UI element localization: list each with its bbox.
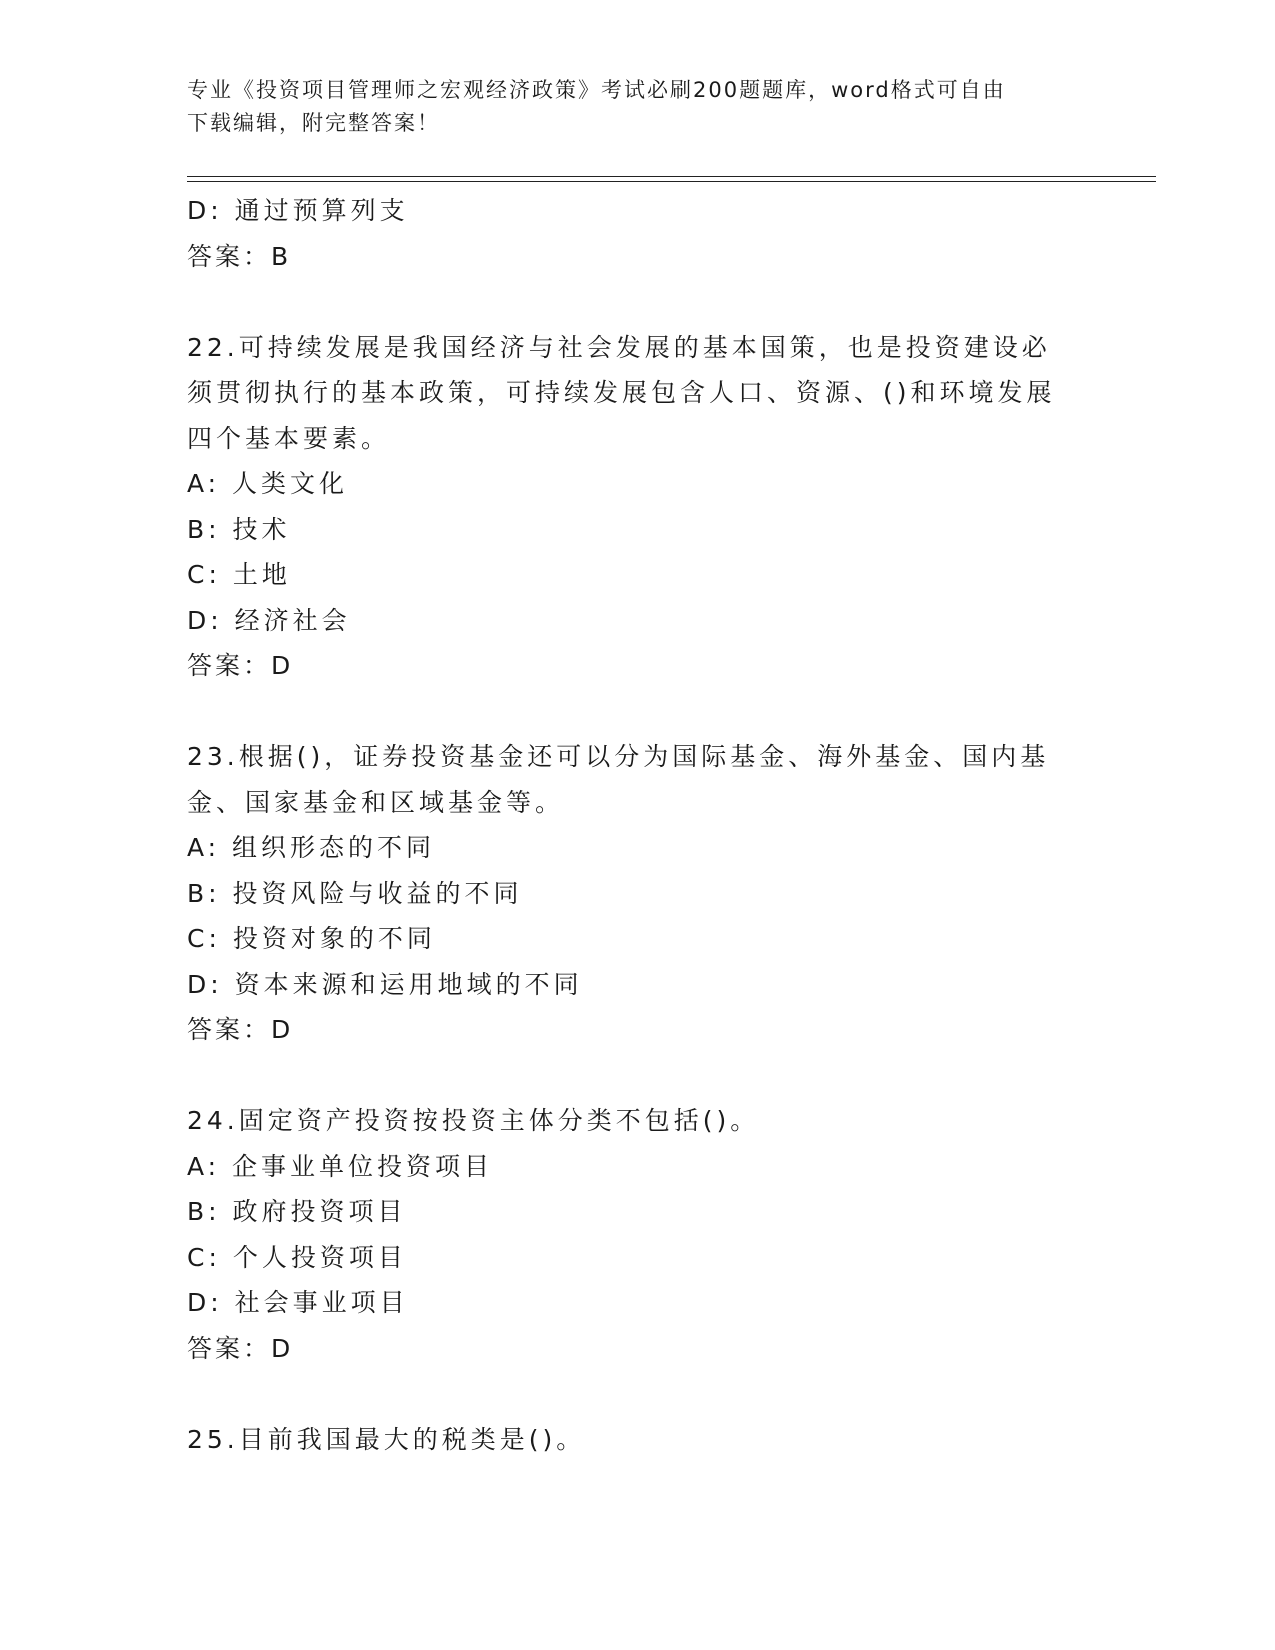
question-23-text: 23.根据()，证券投资基金还可以分为国际基金、海外基金、国内基金、国家基金和区域基金等。 xyxy=(187,742,1050,817)
prev-option-d: D: 通过预算列支 xyxy=(187,196,409,225)
header-line-1: 专业《投资项目管理师之宏观经济政策》考试必刷200题题库，word格式可自由 xyxy=(187,78,1006,102)
question-25-text: 25.目前我国最大的税类是()。 xyxy=(187,1424,586,1454)
question-24-option-b: B: 政府投资项目 xyxy=(187,1197,407,1226)
document-body xyxy=(187,188,1087,1462)
question-23-option-d: D: 资本来源和运用地域的不同 xyxy=(187,969,583,999)
spacer xyxy=(187,1371,1087,1417)
question-22-answer: 答案：D xyxy=(187,651,294,680)
question-22-option-a: A: 人类文化 xyxy=(187,469,349,498)
spacer xyxy=(187,1053,1087,1099)
question-22 xyxy=(187,325,1087,689)
question-24-text: 24.固定资产投资按投资主体分类不包括()。 xyxy=(187,1106,760,1135)
question-23-answer: 答案：D xyxy=(187,1015,294,1044)
question-23-option-b: B: 投资风险与收益的不同 xyxy=(187,878,523,908)
question-24-option-a: A: 企事业单位投资项目 xyxy=(187,1151,494,1181)
question-22-text: 22.可持续发展是我国经济与社会发展的基本国策，也是投资建设必须贯彻执行的基本政策，可持续发展包含人口、资源、()和环境发展四个基本要素。 xyxy=(187,332,1056,453)
document-header xyxy=(187,74,1087,140)
prev-answer: 答案：B xyxy=(187,241,292,271)
question-22-option-b: B: 技术 xyxy=(187,514,291,544)
spacer xyxy=(187,279,1087,325)
header-line-2: 下载编辑，附完整答案！ xyxy=(187,111,440,135)
header-divider-bottom xyxy=(187,181,1156,182)
question-23-option-c: C: 投资对象的不同 xyxy=(187,924,436,953)
question-23 xyxy=(187,734,1087,1053)
question-23-option-a: A: 组织形态的不同 xyxy=(187,833,436,862)
question-25 xyxy=(187,1417,1087,1463)
question-24 xyxy=(187,1098,1087,1371)
header-divider-top xyxy=(187,176,1156,177)
question-24-answer: 答案：D xyxy=(187,1333,294,1363)
question-24-option-c: C: 个人投资项目 xyxy=(187,1242,407,1272)
question-22-option-d: D: 经济社会 xyxy=(187,605,351,635)
question-22-option-c: C: 土地 xyxy=(187,560,291,589)
question-24-option-d: D: 社会事业项目 xyxy=(187,1288,409,1317)
spacer xyxy=(187,689,1087,735)
